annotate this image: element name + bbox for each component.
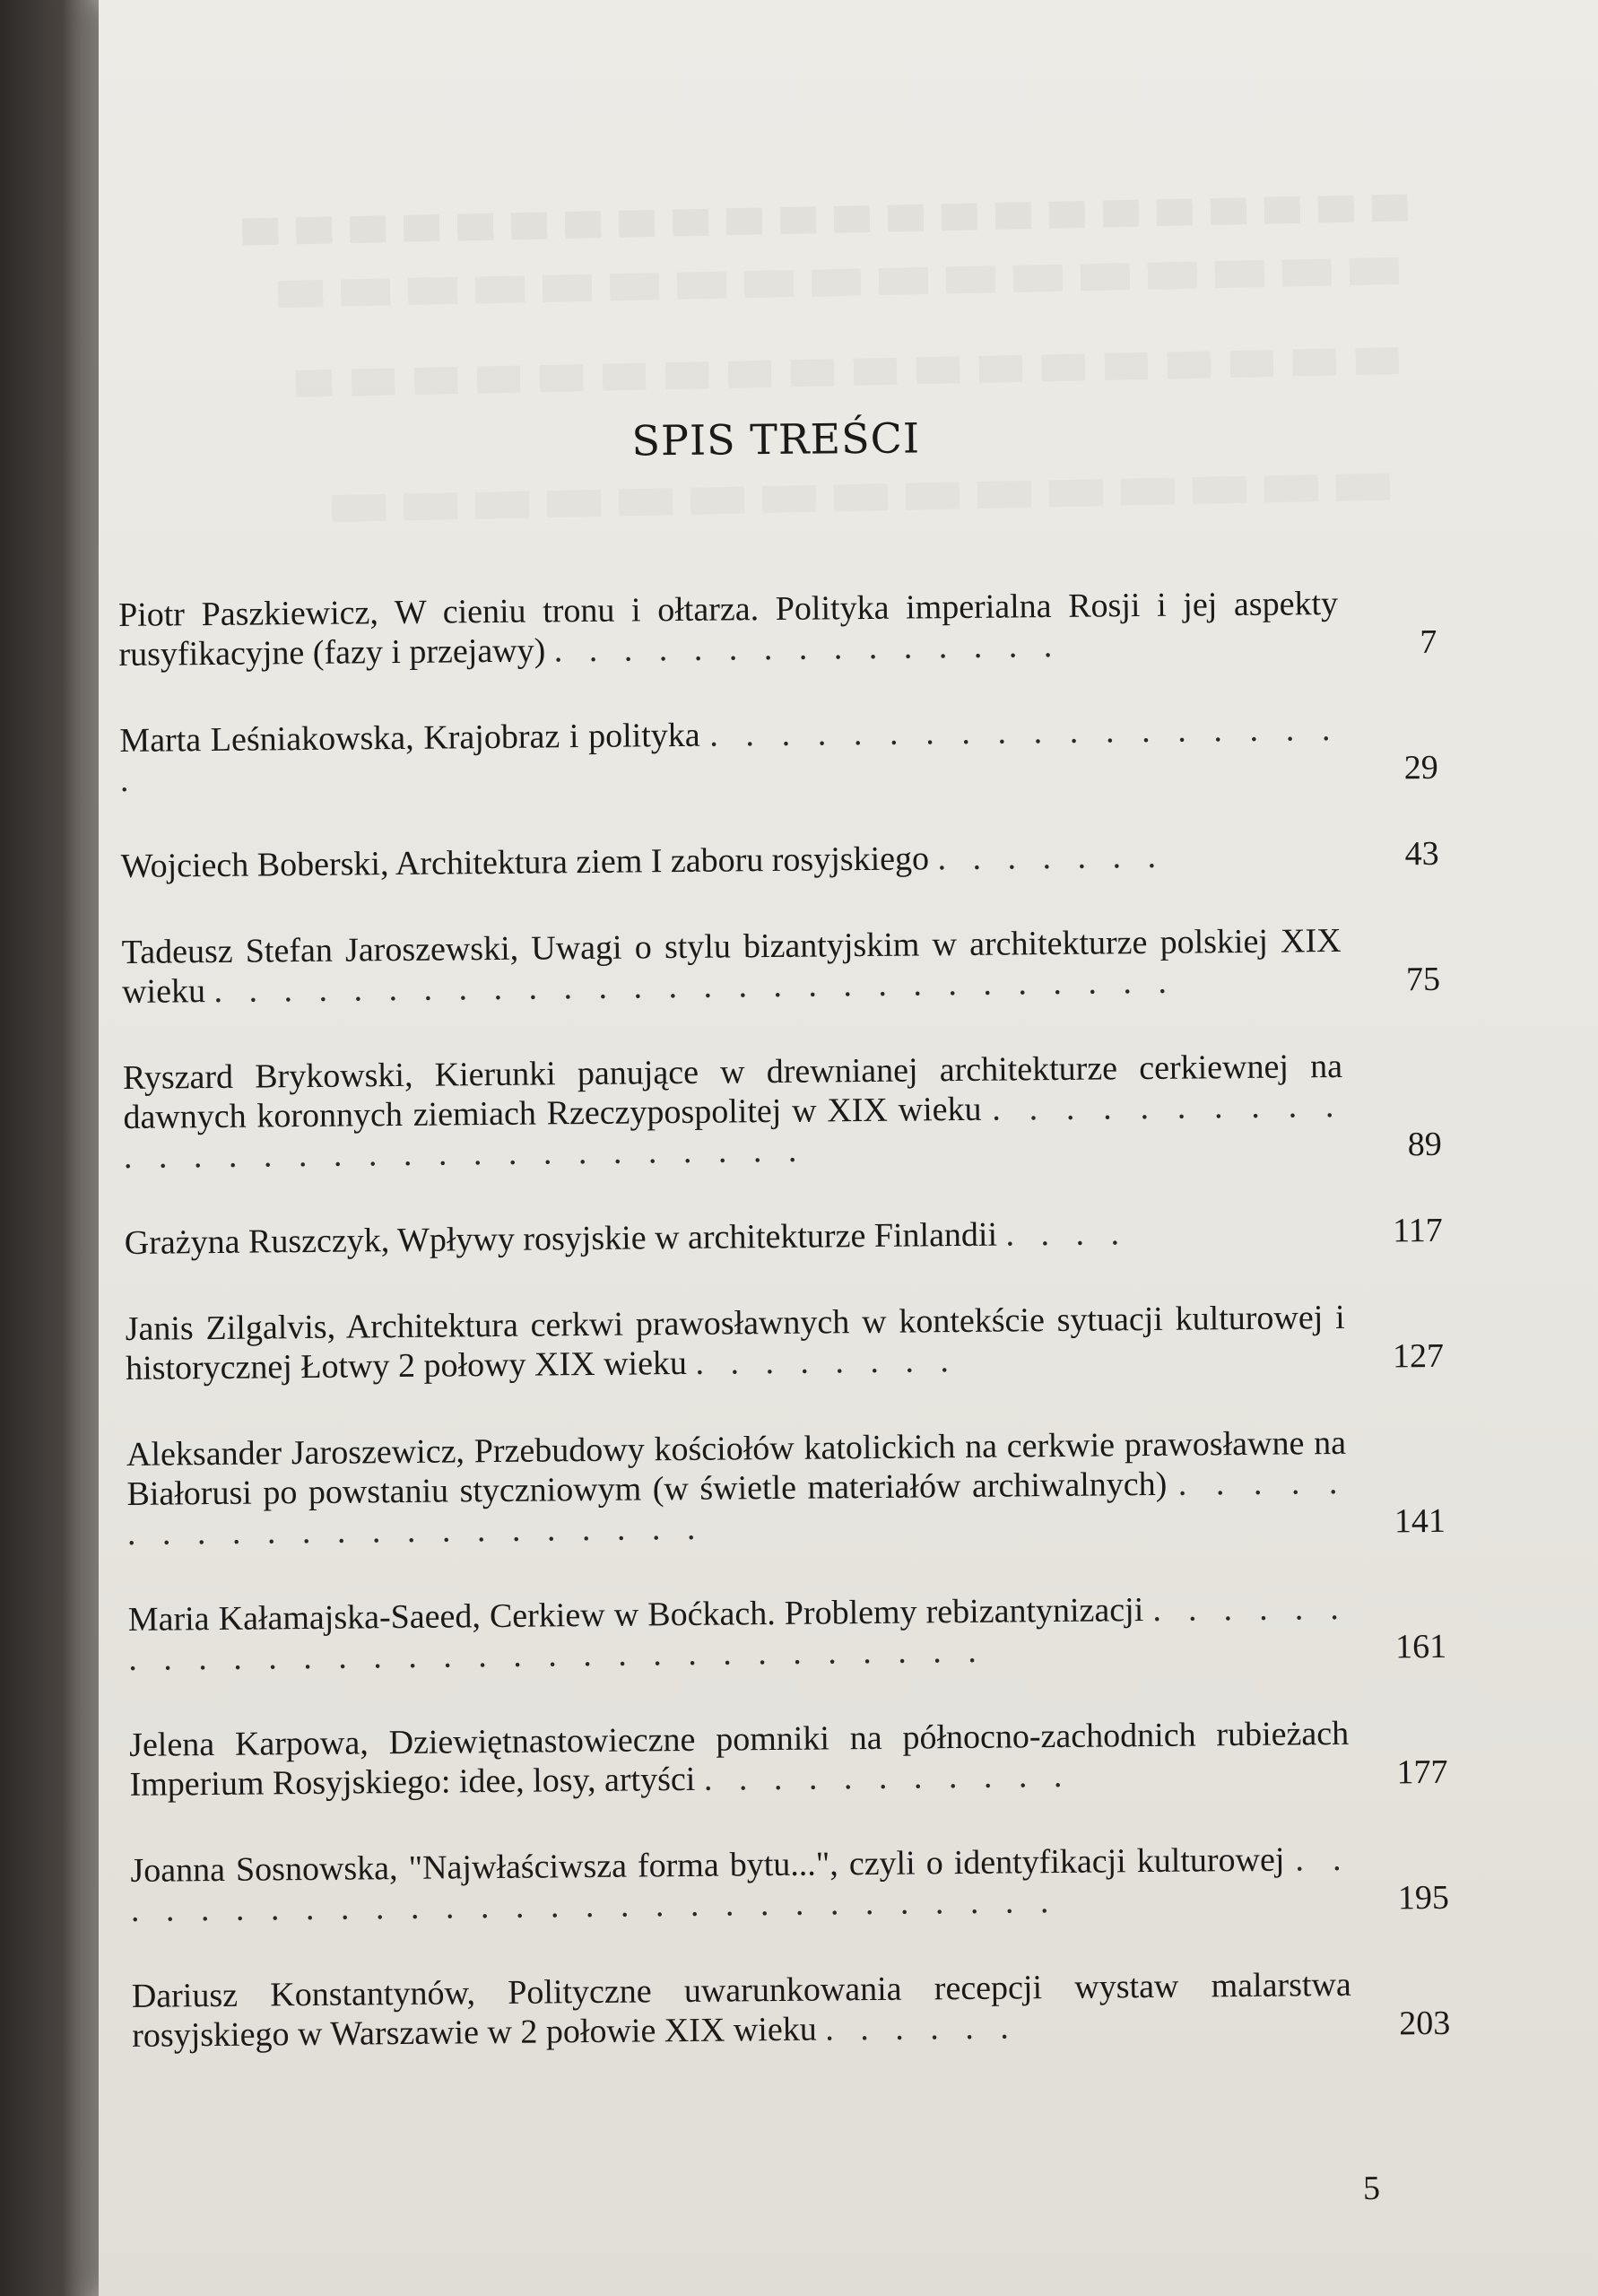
leader-dots: . . . . . . . . . . .: [703, 1756, 1072, 1798]
toc-title: SPIS TREŚCI: [631, 413, 921, 465]
toc-entry-page: 29: [1403, 748, 1438, 787]
toc-entry-text: Marta Leśniakowska, Krajobraz i polityka: [119, 716, 700, 760]
toc-entry-page: 127: [1392, 1336, 1445, 1376]
toc-entry: [123, 1046, 1442, 1177]
toc-entry-text: Aleksander Jaroszewicz, Przebudowy kościołów katolickich na cerkwie prawosławne na Białorusi po powstaniu styczniowym (w świetle materiałów archiwalnych): [126, 1423, 1347, 1513]
leader-dots: . . . . . . . . . . . . . . . . . . . . . .: [126, 1463, 1347, 1552]
toc-entry: [121, 834, 1439, 886]
toc-entry-page: 141: [1394, 1501, 1446, 1541]
toc-entry: [125, 1211, 1443, 1263]
toc-entry-page: 7: [1420, 622, 1437, 662]
toc-entry: [130, 1839, 1449, 1930]
leader-dots: . . . . . . . . . . . . . . . . . . . . . . . . . . . . .: [130, 1839, 1350, 1929]
show-through-line: [296, 347, 1399, 397]
toc-entry-page: 161: [1394, 1627, 1447, 1666]
toc-entry-text: Ryszard Brykowski, Kierunki panujące w drewnianej architekturze cerkiewnej na dawnych koronnych ziemiach Rzeczypospolitej w XIX wieku: [122, 1047, 1343, 1136]
table-of-contents: [117, 409, 1451, 2102]
toc-entry-text: Jelena Karpowa, Dziewiętnastowieczne pomniki na północno-zachodnich rubieżach Imperium Rosyjskiego: idee, losy, artyści: [128, 1714, 1350, 1804]
leader-dots: . . . . . . .: [937, 837, 1166, 878]
toc-entry: [121, 920, 1440, 1012]
leader-dots: . . . . . . . . . . . . . . . . . . . . . . . . . . . . . . .: [128, 1588, 1348, 1678]
toc-entry: [126, 1297, 1445, 1388]
toc-entry-text: Wojciech Boberski, Architektura ziem I zaboru rosyjskiego: [120, 839, 930, 885]
leader-dots: . . . . . . . .: [695, 1342, 959, 1382]
leader-dots: . . . . . . . . . . . . . . .: [553, 626, 1062, 670]
toc-entry-page: 43: [1404, 834, 1439, 874]
page-number: 5: [1362, 2169, 1381, 2208]
toc-entry: [132, 1964, 1451, 2056]
show-through-line: [242, 194, 1408, 245]
leader-dots: . . . . . . . . . . . . . . . . . . . . . . . . . . . .: [213, 962, 1177, 1010]
toc-entry: [119, 709, 1438, 800]
toc-entry-text: Tadeusz Stefan Jaroszewski, Uwagi o stylu bizantyjskim w architekturze polskiej XIX wieku: [121, 921, 1342, 1011]
toc-entry-page: 195: [1397, 1878, 1450, 1918]
toc-entry-text: Janis Zilgalvis, Architektura cerkwi prawosławnych w kontekście sytuacji kulturowej i historycznej Łotwy 2 połowy XIX wieku: [125, 1298, 1345, 1387]
leader-dots: . . . . . . . . . . . . . . . . . . .: [119, 709, 1340, 799]
leader-dots: . . . .: [1005, 1214, 1129, 1254]
show-through-line: [278, 257, 1399, 308]
toc-entry-page: 203: [1399, 2004, 1451, 2043]
toc-entry: [118, 583, 1437, 674]
toc-entry-page: 177: [1396, 1752, 1448, 1792]
toc-entry-page: 117: [1392, 1211, 1443, 1250]
toc-entry-page: 75: [1405, 960, 1441, 999]
toc-entry-text: Joanna Sosnowska, "Najwłaściwsza forma bytu...", czyli o identyfikacji kulturowej: [130, 1840, 1285, 1890]
toc-entry-page: 89: [1407, 1125, 1443, 1164]
leader-dots: . . . . . .: [825, 2008, 1018, 2048]
toc-entry: [126, 1422, 1446, 1553]
leader-dots: . . . . . . . . . . . . . . . . . . . . . . . . . . . . . .: [123, 1086, 1343, 1176]
toc-entry-text: Piotr Paszkiewicz, W cieniu tronu i ołtarza. Polityka imperialna Rosji i jej aspekty rusyfikacyjne (fazy i przejawy): [117, 584, 1339, 674]
toc-entry: [129, 1713, 1448, 1805]
toc-entry-text: Grażyna Ruszczyk, Wpływy rosyjskie w architekturze Finlandii: [124, 1215, 998, 1262]
toc-entry: [128, 1587, 1447, 1679]
toc-entry-text: Dariusz Konstantynów, Polityczne uwarunkowania recepcji wystaw malarstwa rosyjskiego w Warszawie w 2 połowie XIX wieku: [131, 1965, 1351, 2055]
toc-entry-text: Maria Kałamajska-Saeed, Cerkiew w Boćkach. Problemy rebizantynizacji: [127, 1591, 1144, 1639]
